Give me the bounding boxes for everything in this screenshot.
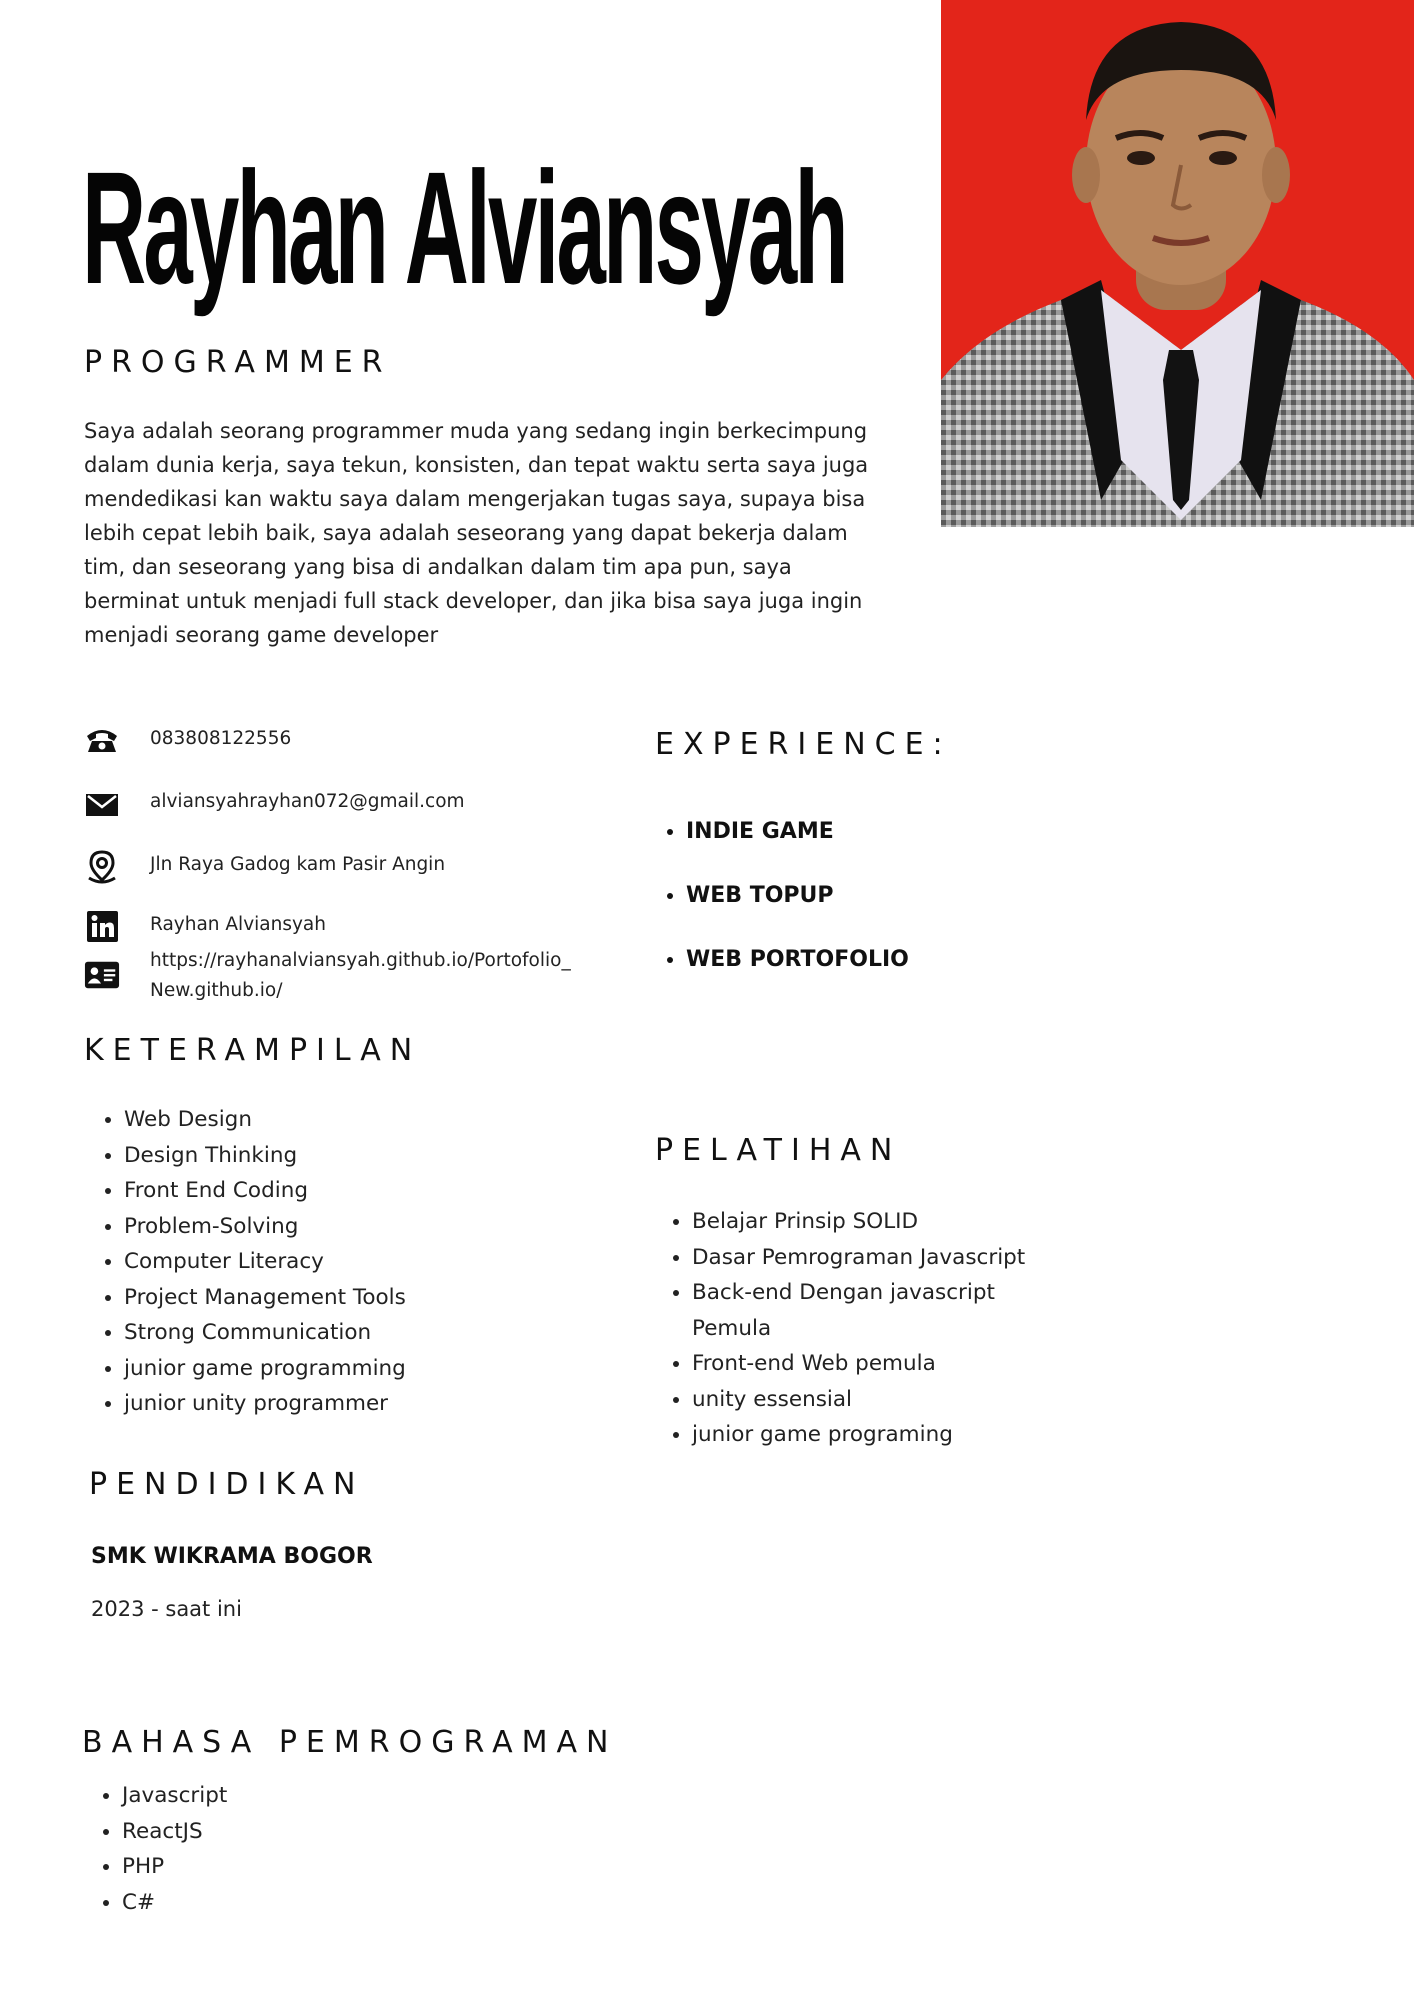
skill-item: • Front End Coding: [124, 1173, 406, 1209]
experience-section: [646, 800, 909, 992]
skill-item: • junior unity programmer: [124, 1386, 406, 1422]
phone-number: 083808122556: [150, 728, 292, 749]
linkedin-icon: [84, 910, 122, 944]
languages-section: [84, 1778, 227, 1920]
experience-item: • INDIE GAME: [686, 800, 909, 864]
skills-heading: KETERAMPILAN: [84, 1033, 422, 1068]
training-item: • Dasar Pemrograman Javascript: [692, 1240, 1074, 1276]
training-list: [654, 1204, 1074, 1453]
experience-item: • WEB PORTOFOLIO: [686, 928, 909, 992]
languages-heading: BAHASA PEMROGRAMAN: [82, 1725, 618, 1760]
linkedin-name[interactable]: Rayhan Alviansyah: [150, 914, 326, 935]
envelope-icon: [84, 787, 122, 821]
candidate-name: Rayhan Alviansyah: [82, 138, 846, 317]
email-address[interactable]: alviansyahrayhan072@gmail.com: [150, 791, 465, 812]
skill-item: • Project Management Tools: [124, 1280, 406, 1316]
training-item: • Back-end Dengan javascript Pemula: [692, 1275, 1022, 1346]
skill-item: • Strong Communication: [124, 1315, 406, 1351]
language-item: • C#: [122, 1885, 227, 1921]
training-item: • unity essensial: [692, 1382, 1074, 1418]
skills-list: [86, 1102, 406, 1422]
skill-item: • Computer Literacy: [124, 1244, 406, 1280]
website-link[interactable]: https://rayhanalviansyah.github.io/Portofolio_ New.github.io/: [150, 950, 571, 1001]
contact-address: [84, 850, 445, 884]
portrait-illustration: [941, 0, 1414, 527]
contact-phone: [84, 724, 291, 758]
address-text: Jln Raya Gadog kam Pasir Angin: [150, 854, 446, 875]
training-section: [654, 1204, 1074, 1453]
training-item: • Front-end Web pemula: [692, 1346, 1074, 1382]
profile-photo: [941, 0, 1414, 527]
training-item: • Belajar Prinsip SOLID: [692, 1204, 1074, 1240]
skill-item: • Design Thinking: [124, 1138, 406, 1174]
languages-list: [84, 1778, 227, 1920]
language-item: • PHP: [122, 1849, 227, 1885]
profile-summary: Saya adalah seorang programmer muda yang sedang ingin berkecimpung dalam dunia kerja, saya tekun, konsisten, dan tepat waktu serta saya juga mendedikasi kan waktu saya dalam mengerjakan tugas saya, supaya bisa lebih cepat lebih baik, saya adalah seseorang yang dapat bekerja dalam tim, dan seseorang yang bisa di andalkan dalam tim apa pun, saya berminat untuk menjadi full stack developer, dan jika bisa saya juga ingin menjadi seorang game developer: [84, 419, 869, 647]
education-heading: PENDIDIKAN: [89, 1467, 365, 1502]
training-item: • junior game programing: [692, 1417, 1074, 1453]
contact-email: [84, 787, 465, 821]
contact-website: [84, 946, 590, 1006]
experience-list: [646, 800, 909, 992]
school-name: SMK WIKRAMA BOGOR: [91, 1544, 373, 1569]
id-card-icon: [84, 958, 122, 992]
training-heading: PELATIHAN: [655, 1133, 902, 1168]
experience-heading: EXPERIENCE:: [655, 727, 952, 762]
skill-item: • junior game programming: [124, 1351, 406, 1387]
language-item: • Javascript: [122, 1778, 227, 1814]
skill-item: • Problem-Solving: [124, 1209, 406, 1245]
education-years: 2023 - saat ini: [91, 1597, 242, 1621]
phone-icon: [84, 724, 122, 758]
skills-section: [86, 1102, 406, 1422]
skill-item: • Web Design: [124, 1102, 406, 1138]
language-item: • ReactJS: [122, 1814, 227, 1850]
role-title: PROGRAMMER: [84, 345, 392, 380]
contact-linkedin: [84, 910, 326, 944]
experience-item: • WEB TOPUP: [686, 864, 909, 928]
location-pin-icon: [84, 850, 122, 884]
